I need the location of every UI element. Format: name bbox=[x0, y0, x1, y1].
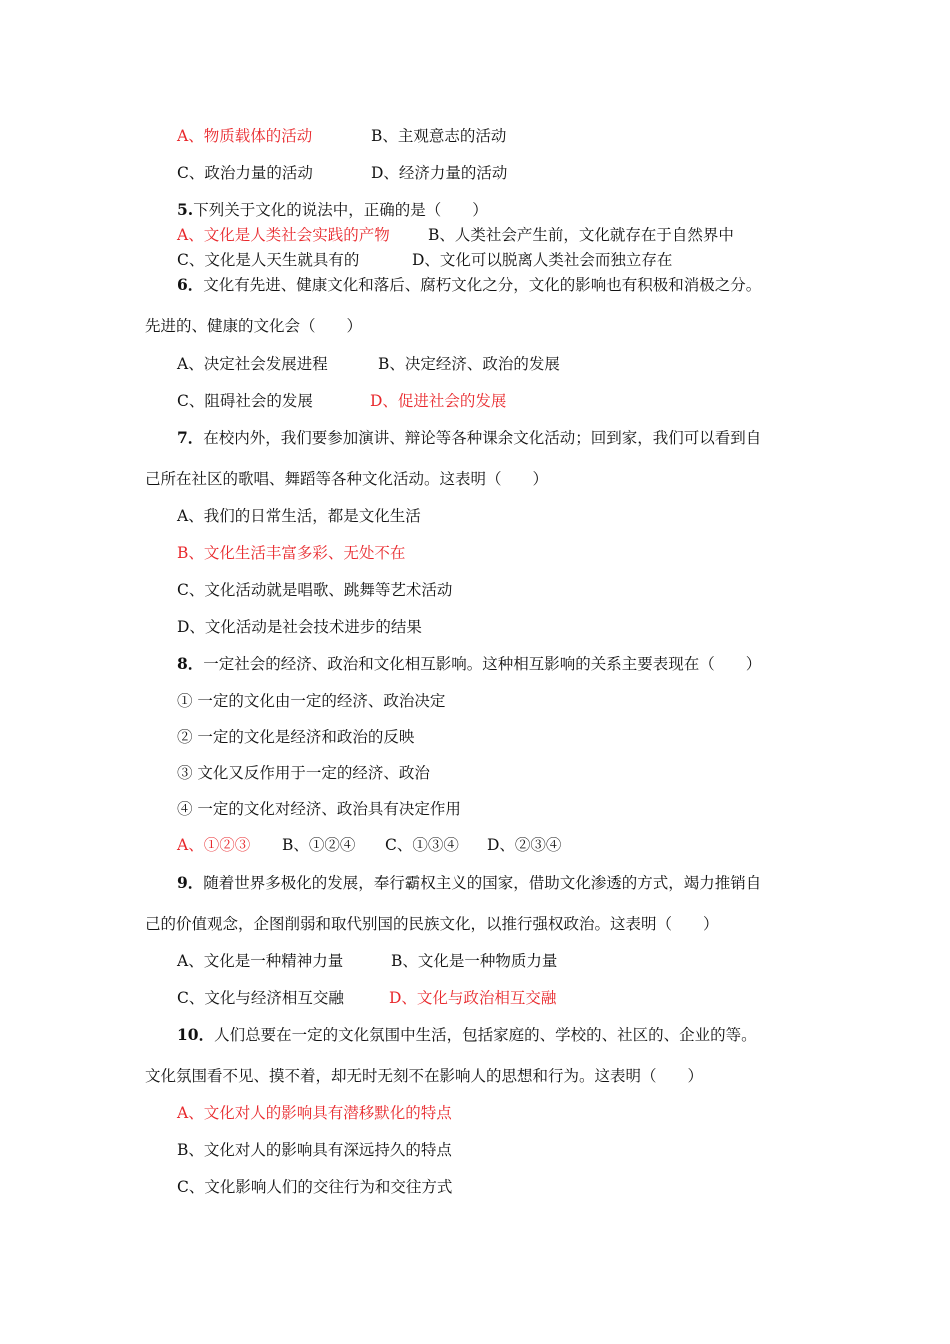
question-number: 7． bbox=[177, 428, 204, 447]
option-row bbox=[177, 835, 562, 855]
option-d: D、经济力量的活动 bbox=[371, 164, 508, 182]
option-row bbox=[177, 163, 508, 183]
question-7-stem-cont: 己所在社区的歌唱、舞蹈等各种文化活动。这表明（ ） bbox=[145, 470, 549, 488]
statement-4: ④ 一定的文化对经济、政治具有决定作用 bbox=[177, 800, 461, 818]
question-text: 下列关于文化的说法中，正确的是（ ） bbox=[193, 201, 488, 219]
option-d: D、文化可以脱离人类社会而独立存在 bbox=[412, 251, 673, 269]
option-row bbox=[177, 225, 734, 245]
option-a: A、决定社会发展进程 bbox=[177, 355, 328, 373]
option-a-answer: A、文化是人类社会实践的产物 bbox=[177, 226, 390, 244]
question-text: 人们总要在一定的文化氛围中生活，包括家庭的、学校的、社区的、企业的等。 bbox=[214, 1026, 757, 1044]
option-b: B、文化是一种物质力量 bbox=[391, 952, 558, 970]
option-c: C、政治力量的活动 bbox=[177, 164, 313, 182]
question-8-stem bbox=[177, 654, 761, 674]
question-9-stem-cont: 己的价值观念，企图削弱和取代别国的民族文化，以推行强权政治。这表明（ ） bbox=[145, 915, 719, 933]
statement-3: ③ 文化又反作用于一定的经济、政治 bbox=[177, 764, 430, 782]
option-b: B、决定经济、政治的发展 bbox=[378, 355, 560, 373]
question-6-stem bbox=[177, 275, 761, 295]
question-number: 9． bbox=[177, 873, 204, 892]
option-row bbox=[177, 354, 560, 374]
option-d-answer: D、文化与政治相互交融 bbox=[389, 989, 557, 1007]
option-c: C、文化活动就是唱歌、跳舞等艺术活动 bbox=[177, 581, 453, 599]
option-b: B、主观意志的活动 bbox=[371, 127, 507, 145]
question-text: 一定社会的经济、政治和文化相互影响。这种相互影响的关系主要表现在（ ） bbox=[203, 655, 762, 673]
option-c: C、文化与经济相互交融 bbox=[177, 989, 344, 1007]
question-text: 随着世界多极化的发展，奉行霸权主义的国家，借助文化渗透的方式，竭力推销自 bbox=[203, 874, 762, 892]
option-row bbox=[177, 951, 558, 971]
option-b: B、①②④ bbox=[282, 836, 356, 854]
option-row bbox=[177, 391, 507, 411]
question-text: 在校内外，我们要参加演讲、辩论等各种课余文化活动；回到家，我们可以看到自 bbox=[203, 429, 762, 447]
option-a: A、我们的日常生活，都是文化生活 bbox=[177, 507, 421, 525]
option-b-answer: B、文化生活丰富多彩、无处不在 bbox=[177, 544, 406, 562]
option-a-answer: A、文化对人的影响具有潜移默化的特点 bbox=[177, 1104, 452, 1122]
option-b: B、文化对人的影响具有深远持久的特点 bbox=[177, 1141, 452, 1159]
option-a-answer: A、物质载体的活动 bbox=[177, 127, 313, 145]
question-text: 文化有先进、健康文化和落后、腐朽文化之分，文化的影响也有积极和消极之分。 bbox=[203, 276, 762, 294]
question-number: 8． bbox=[177, 654, 204, 673]
option-a-answer: A、①②③ bbox=[177, 836, 251, 854]
question-number: 6． bbox=[177, 275, 204, 294]
question-6-stem-cont: 先进的、健康的文化会（ ） bbox=[145, 317, 363, 335]
option-b: B、人类社会产生前，文化就存在于自然界中 bbox=[428, 226, 734, 244]
question-number: 5. bbox=[177, 200, 194, 219]
option-c: C、文化影响人们的交往行为和交往方式 bbox=[177, 1178, 453, 1196]
question-5-stem bbox=[177, 200, 488, 220]
option-row bbox=[177, 126, 507, 146]
question-number: 10． bbox=[177, 1025, 215, 1044]
question-10-stem-cont: 文化氛围看不见、摸不着，却无时无刻不在影响人的思想和行为。这表明（ ） bbox=[145, 1067, 704, 1085]
option-d: D、文化活动是社会技术进步的结果 bbox=[177, 618, 422, 636]
question-10-stem bbox=[177, 1025, 757, 1045]
option-c: C、①③④ bbox=[385, 836, 459, 854]
option-c: C、阻碍社会的发展 bbox=[177, 392, 313, 410]
option-c: C、文化是人天生就具有的 bbox=[177, 251, 360, 269]
option-row bbox=[177, 988, 557, 1008]
option-a: A、文化是一种精神力量 bbox=[177, 952, 344, 970]
statement-2: ② 一定的文化是经济和政治的反映 bbox=[177, 728, 415, 746]
option-d-answer: D、促进社会的发展 bbox=[370, 392, 507, 410]
statement-1: ① 一定的文化由一定的经济、政治决定 bbox=[177, 692, 446, 710]
question-9-stem bbox=[177, 873, 761, 893]
option-d: D、②③④ bbox=[487, 836, 562, 854]
question-7-stem bbox=[177, 428, 761, 448]
option-row bbox=[177, 250, 673, 270]
